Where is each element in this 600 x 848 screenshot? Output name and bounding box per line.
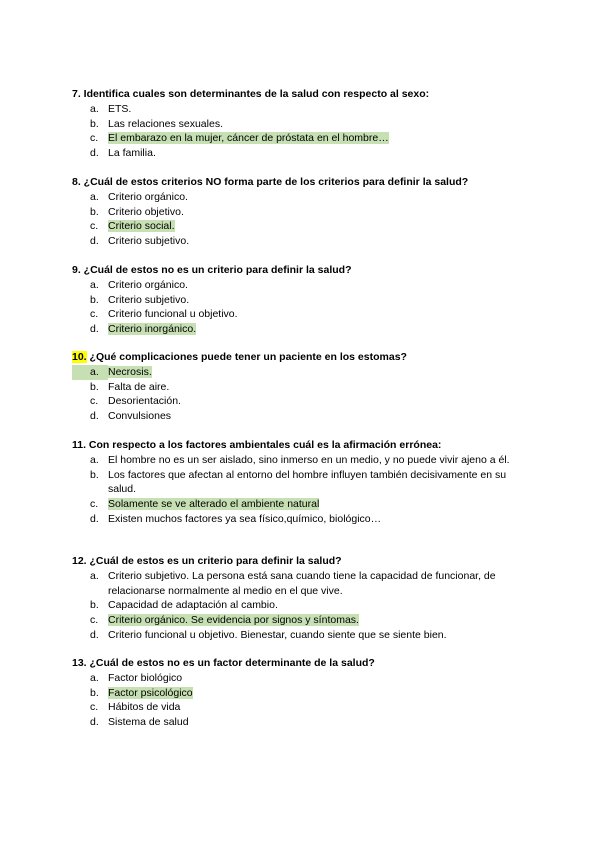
question-title: 8. ¿Cuál de estos criterios NO forma parte de los criterios para definir la salud? — [72, 176, 469, 188]
option-a-correct: a. Necrosis. — [72, 365, 532, 380]
option-text: Factor biológico — [108, 672, 183, 684]
option-d: d. Convulsiones — [90, 410, 172, 423]
option-b: b. Falta de aire. — [90, 380, 170, 393]
question-7 — [72, 86, 532, 161]
option-b: b. Las relaciones sexuales. — [90, 117, 223, 130]
option-d: d. Criterio funcional u objetivo. Bienestar, cuando siente que se siente bien. — [90, 628, 447, 641]
option-text: Criterio orgánico. — [108, 191, 188, 203]
option-text: Criterio subjetivo. La persona está sana cuando tiene la capacidad de funcionar, de relacionarse normalmente al medio en el que vive. — [108, 570, 496, 597]
option-c: c. Desorientación. — [90, 395, 181, 408]
option-text: Criterio inorgánico. — [108, 323, 197, 336]
question-title: 10. ¿Qué complicaciones puede tener un paciente en los estomas? — [72, 351, 407, 363]
option-d: d. Sistema de salud — [90, 716, 189, 729]
option-c-correct: c. Criterio social. — [90, 220, 175, 233]
option-text: Criterio subjetivo. — [108, 293, 190, 306]
option-c-correct: c. El embarazo en la mujer, cáncer de próstata en el hombre… — [90, 132, 389, 145]
option-a: a. Criterio orgánico. — [90, 191, 188, 203]
option-text: ETS. — [108, 103, 132, 115]
question-11 — [72, 437, 532, 527]
option-text: Criterio social. — [108, 220, 175, 233]
question-13 — [72, 655, 532, 730]
question-12 — [72, 553, 532, 643]
option-a: a. Criterio orgánico. — [90, 279, 188, 291]
option-c: c. Hábitos de vida — [90, 701, 181, 714]
question-title: 13. ¿Cuál de estos no es un factor determinante de la salud? — [72, 657, 375, 669]
question-8 — [72, 174, 532, 249]
option-text: Convulsiones — [108, 410, 172, 423]
option-text: Criterio funcional u objetivo. Bienestar, cuando siente que se siente bien. — [108, 628, 447, 641]
option-text: Sistema de salud — [108, 716, 189, 729]
option-text: Criterio subjetivo. — [108, 235, 190, 248]
option-text: Solamente se ve alterado el ambiente natural — [108, 498, 320, 511]
option-text: El hombre no es un ser aislado, sino inmerso en un medio, y no puede vivir ajeno a él. — [108, 454, 510, 466]
option-text: Criterio orgánico. Se evidencia por signos y síntomas. — [108, 614, 359, 627]
option-b: b. Capacidad de adaptación al cambio. — [90, 599, 278, 612]
option-b: b. Criterio objetivo. — [90, 205, 184, 218]
option-text: Criterio funcional u objetivo. — [108, 308, 238, 321]
option-text: Las relaciones sexuales. — [108, 117, 223, 130]
option-d: d. Existen muchos factores ya sea físico,químico, biológico… — [90, 512, 382, 525]
option-text: Los factores que afectan al entorno del hombre influyen también decisivamente en su salud. — [108, 468, 507, 496]
question-title: 9. ¿Cuál de estos no es un criterio para definir la salud? — [72, 264, 352, 276]
option-c: c. Criterio funcional u objetivo. — [90, 308, 238, 321]
option-c-correct: c. Criterio orgánico. Se evidencia por signos y síntomas. — [90, 614, 359, 627]
option-text: Capacidad de adaptación al cambio. — [108, 599, 278, 612]
option-d: d. La familia. — [90, 147, 156, 160]
question-title: 11. Con respecto a los factores ambientales cuál es la afirmación errónea: — [72, 439, 442, 451]
option-b-correct: b. Factor psicológico — [90, 686, 193, 699]
option-a: a. Criterio subjetivo. La persona está sana cuando tiene la capacidad de funcionar, de relacionarse normalmente al medio en el que vive. — [90, 570, 496, 597]
option-d-correct: d. Criterio inorgánico. — [90, 323, 197, 336]
option-text: Necrosis. — [108, 366, 152, 378]
option-b: b. Los factores que afectan al entorno del hombre influyen también decisivamente en su salud. — [90, 468, 507, 496]
option-text: Existen muchos factores ya sea físico,químico, biológico… — [108, 512, 382, 525]
option-text: Desorientación. — [108, 395, 181, 408]
option-text: Criterio objetivo. — [108, 205, 184, 218]
option-b: b. Criterio subjetivo. — [90, 293, 190, 306]
question-number: 10. — [72, 351, 87, 363]
option-a: a. El hombre no es un ser aislado, sino inmerso en un medio, y no puede vivir ajeno a él. — [90, 454, 510, 466]
option-a: a. Factor biológico — [90, 672, 183, 684]
option-text: Factor psicológico — [108, 686, 193, 699]
option-text: Hábitos de vida — [108, 701, 181, 714]
option-text: Falta de aire. — [108, 380, 170, 393]
question-9 — [72, 262, 532, 337]
question-title: 12. ¿Cuál de estos es un criterio para definir la salud? — [72, 555, 342, 567]
question-10 — [72, 349, 532, 424]
option-text: Criterio orgánico. — [108, 279, 188, 291]
option-text: El embarazo en la mujer, cáncer de próstata en el hombre… — [108, 132, 389, 145]
option-c-correct: c. Solamente se ve alterado el ambiente natural — [90, 498, 320, 511]
question-title: 7. Identifica cuales son determinantes de la salud con respecto al sexo: — [72, 88, 430, 100]
option-text: La familia. — [108, 147, 156, 160]
option-d: d. Criterio subjetivo. — [90, 235, 190, 248]
option-a: a. ETS. — [90, 103, 132, 115]
